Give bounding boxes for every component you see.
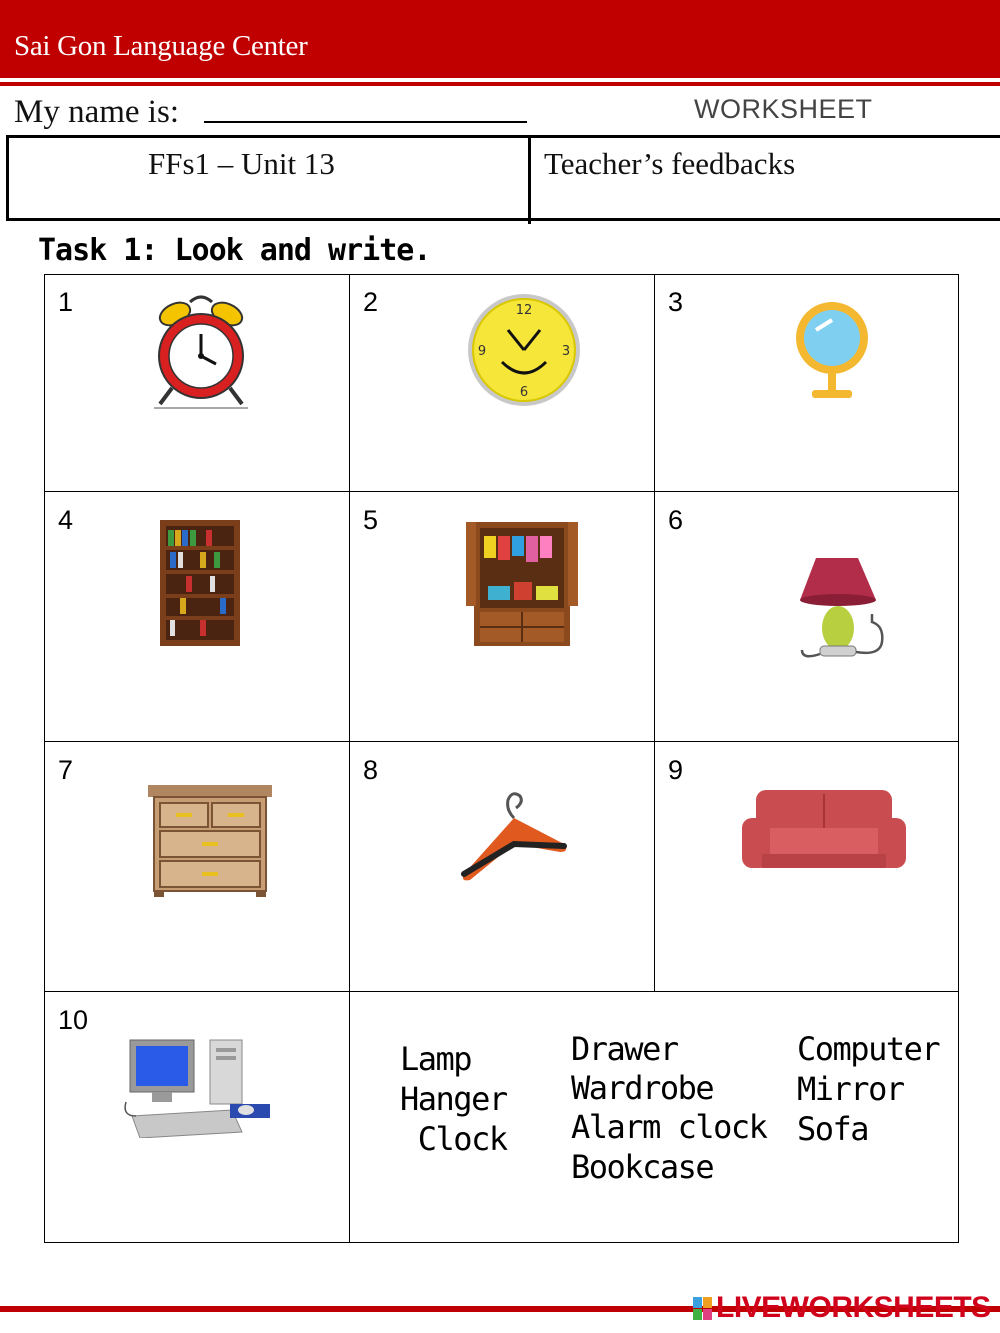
name-label: My name is: — [14, 94, 179, 130]
info-box-divider — [528, 135, 531, 224]
feedback-label: Teacher’s feedbacks — [544, 146, 796, 181]
word-bank-word: Mirror — [797, 1070, 904, 1108]
word-bank-word: Alarm clock — [571, 1108, 767, 1146]
computer-icon — [122, 1036, 274, 1138]
sofa-icon — [742, 788, 906, 876]
item-number: 9 — [668, 755, 684, 785]
header-divider — [0, 82, 1000, 86]
item-number: 6 — [668, 505, 684, 535]
item-number: 4 — [58, 505, 74, 535]
item-number: 7 — [58, 755, 74, 785]
svg-text:9: 9 — [477, 344, 487, 359]
task-title: Task 1: Look and write. — [38, 233, 431, 268]
item-number: 8 — [363, 755, 379, 785]
item-number: 3 — [668, 287, 684, 317]
word-bank-word: Wardrobe — [571, 1069, 714, 1107]
svg-text:6: 6 — [519, 385, 529, 400]
item-number: 5 — [363, 505, 379, 535]
wardrobe-icon — [466, 520, 578, 648]
word-bank-word: Clock — [400, 1120, 507, 1158]
item-number: 2 — [363, 287, 379, 317]
item-number: 1 — [58, 287, 74, 317]
item-number: 10 — [58, 1005, 89, 1035]
liveworksheets-logo-icon — [693, 1297, 713, 1321]
lamp-icon — [796, 556, 888, 666]
center-name: Sai Gon Language Center — [14, 30, 308, 62]
word-bank-word: Computer — [797, 1030, 940, 1068]
unit-label: FFs1 – Unit 13 — [148, 146, 335, 181]
name-input-line[interactable] — [204, 121, 527, 123]
liveworksheets-brand: LIVEWORKSHEETS — [716, 1291, 991, 1324]
word-bank-word: Lamp — [400, 1040, 472, 1078]
hanger-icon — [456, 790, 574, 888]
worksheet-label: WORKSHEET — [694, 94, 873, 124]
word-bank-word: Hanger — [400, 1080, 507, 1118]
alarm-clock-icon — [150, 292, 252, 410]
svg-text:12: 12 — [515, 303, 533, 318]
svg-text:3: 3 — [561, 344, 571, 359]
word-bank-word: Bookcase — [571, 1148, 714, 1186]
word-bank-word: Sofa — [797, 1110, 869, 1148]
drawer-icon — [148, 785, 272, 897]
word-bank-word: Drawer — [571, 1030, 678, 1068]
bookcase-icon — [160, 520, 240, 646]
mirror-icon — [792, 300, 872, 402]
wall-clock-icon — [466, 292, 582, 408]
